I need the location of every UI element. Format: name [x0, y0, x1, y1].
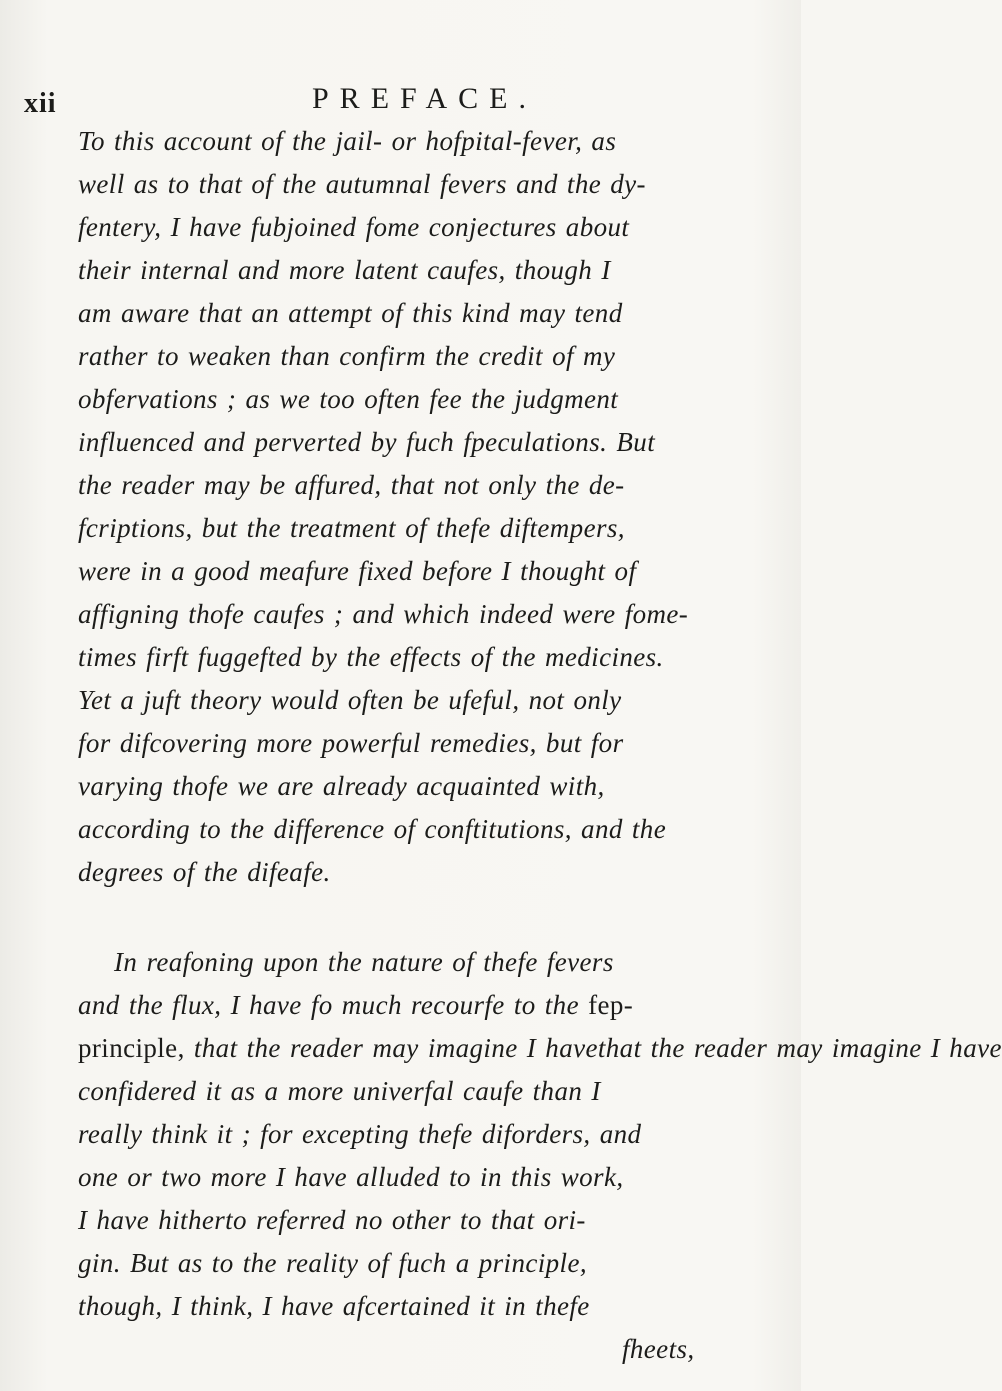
text-line: I have hitherto referred no other to that ori-: [78, 1205, 586, 1235]
text-line: [78, 1033, 1002, 1063]
text-line: fheets,: [622, 1334, 695, 1364]
text-line: To this account of the jail- or hofpital-fever, as: [78, 126, 617, 156]
text-line: [78, 990, 633, 1020]
text-line: influenced and perverted by fuch fpeculations. But: [78, 427, 656, 457]
text-line: according to the difference of conftitutions, and the: [78, 814, 667, 844]
running-title: PREFACE.: [312, 82, 537, 115]
text-line: really think it ; for excepting thefe diforders, and: [78, 1119, 642, 1149]
text-line: degrees of the difeafe.: [78, 857, 331, 887]
text-line: varying thofe we are already acquainted with,: [78, 771, 605, 801]
text-line: gin. But as to the reality of fuch a principle,: [78, 1248, 587, 1278]
roman-word: fep-: [588, 990, 634, 1020]
text-line: though, I think, I have afcertained it in thefe: [78, 1291, 590, 1321]
text-line: am aware that an attempt of this kind may tend: [78, 298, 623, 328]
text-fragment: that the reader may imagine I havethat the reader may imagine I have: [193, 1033, 1002, 1063]
text-line: Yet a juft theory would often be ufeful, not only: [78, 685, 622, 715]
text-line: obfervations ; as we too often fee the judgment: [78, 384, 619, 414]
text-line: their internal and more latent caufes, though I: [78, 255, 611, 285]
text-line: confidered it as a more univerfal caufe than I: [78, 1076, 601, 1106]
text-line: In reafoning upon the nature of thefe fevers: [114, 947, 614, 977]
text-line: affigning thofe caufes ; and which indeed were fome-: [78, 599, 689, 629]
text-line: times firft fuggefted by the effects of the medicines.: [78, 642, 664, 672]
text-line: fcriptions, but the treatment of thefe diftempers,: [78, 513, 625, 543]
roman-word: principle,: [78, 1033, 185, 1063]
text-line: one or two more I have alluded to in this work,: [78, 1162, 624, 1192]
text-line: the reader may be affured, that not only the de-: [78, 470, 625, 500]
text-fragment: and the flux, I have fo much recourfe to the: [78, 990, 579, 1020]
text-line: for difcovering more powerful remedies, but for: [78, 728, 624, 758]
text-line: rather to weaken than confirm the credit of my: [78, 341, 616, 371]
text-line: well as to that of the autumnal fevers and the dy-: [78, 169, 646, 199]
text-line: fentery, I have fubjoined fome conjectures about: [78, 212, 630, 242]
text-line: were in a good meafure fixed before I thought of: [78, 556, 637, 586]
page-number: xii: [24, 88, 57, 119]
